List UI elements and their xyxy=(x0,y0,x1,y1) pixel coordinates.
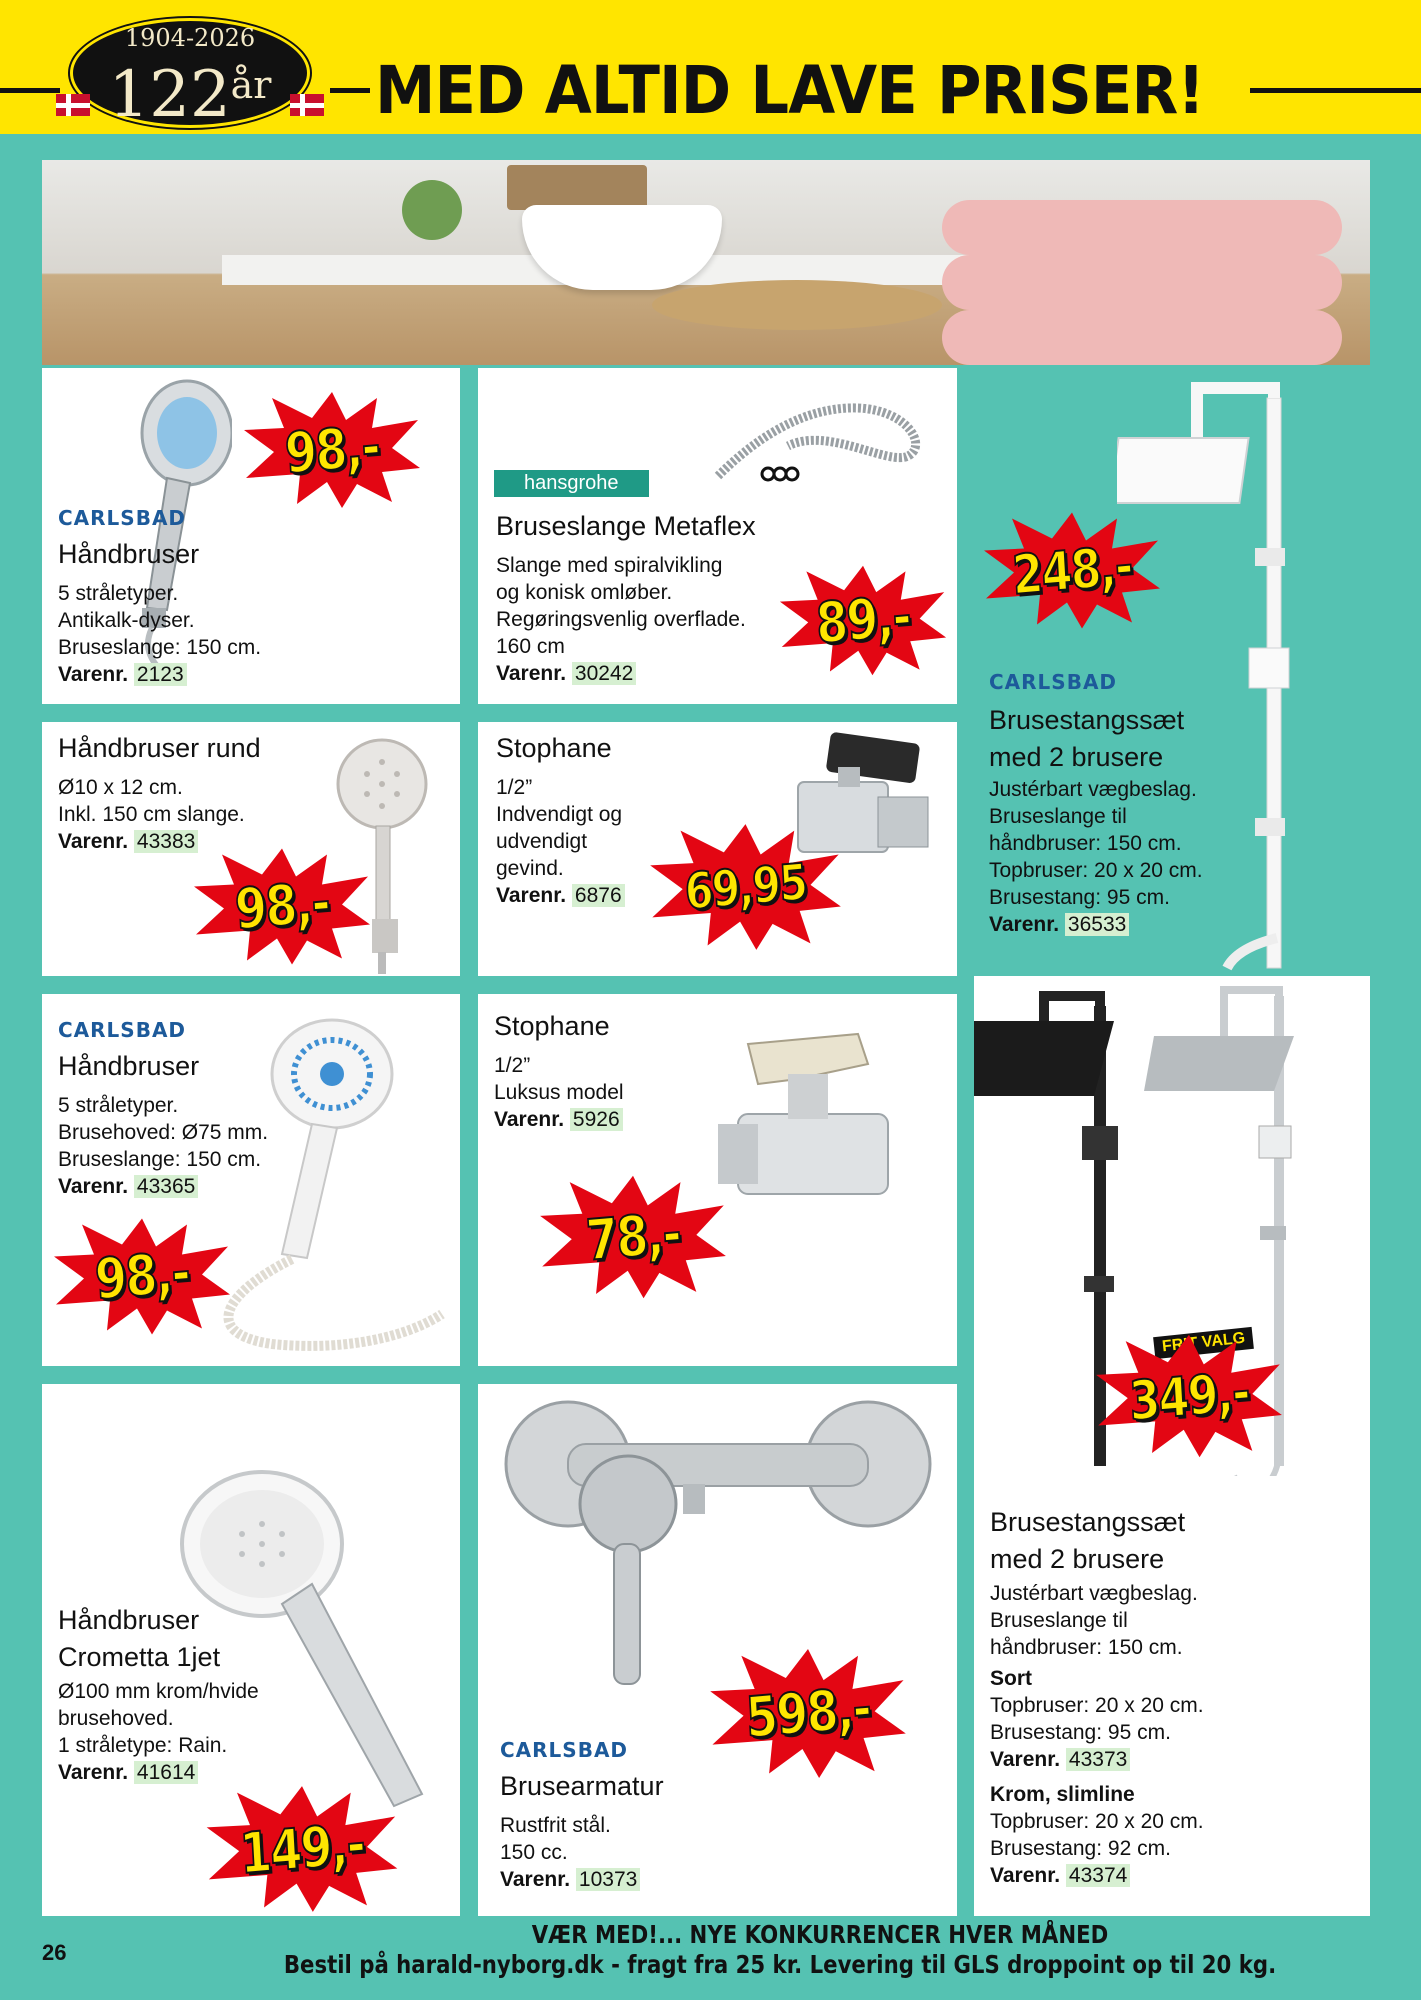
product-description xyxy=(990,1580,1204,1889)
price-burst xyxy=(538,1172,728,1302)
title-line: Håndbruser xyxy=(58,1605,200,1635)
desc-line: Brusestang: 95 cm. xyxy=(990,1721,1171,1744)
product-card-handbruser-43365[interactable] xyxy=(42,994,460,1366)
price-text: 98,- xyxy=(283,413,381,487)
price-burst xyxy=(648,822,843,952)
footer-competition-text: VÆR MED!... NYE KONKURRENCER HVER MÅNED xyxy=(531,1920,1109,1949)
product-card-handbruser-2123[interactable] xyxy=(42,368,460,704)
badge-number xyxy=(50,50,330,130)
varenr-number: 2123 xyxy=(134,663,187,686)
varenr-line xyxy=(58,1173,268,1200)
headline: MED ALTID LAVE PRISER! xyxy=(375,52,1205,129)
varenr-line xyxy=(990,1862,1204,1889)
desc-line: 5 stråletyper. xyxy=(58,1094,179,1117)
hero-towel-3 xyxy=(942,310,1342,365)
price-text: 78,- xyxy=(584,1200,682,1274)
price-burst xyxy=(192,844,372,969)
desc-line: 150 cc. xyxy=(500,1841,568,1864)
badge-years: 1904-2026 xyxy=(124,24,256,52)
hero-plant xyxy=(402,180,462,240)
product-description xyxy=(58,774,245,855)
desc-line: Antikalk-dyser. xyxy=(58,609,195,632)
hero-bathroom-image xyxy=(42,160,1370,365)
product-title xyxy=(58,1602,220,1676)
product-description xyxy=(58,1678,259,1786)
price-text: 98,- xyxy=(93,1240,191,1313)
title-line: med 2 brusere xyxy=(989,742,1164,772)
varenr-label: Varenr. xyxy=(58,830,129,853)
desc-line: gevind. xyxy=(496,857,564,880)
badge-number-value: 122 xyxy=(108,58,231,132)
desc-line: Ø100 mm krom/hvide xyxy=(58,1680,259,1703)
desc-line: Justérbart vægbeslag. xyxy=(989,778,1197,801)
varenr-line xyxy=(500,1866,640,1893)
product-title: Håndbruser xyxy=(58,1051,200,1081)
title-line: Crometta 1jet xyxy=(58,1642,221,1672)
title-line: Brusestangssæt xyxy=(989,705,1185,735)
desc-line: håndbruser: 150 cm. xyxy=(990,1636,1183,1659)
price-burst xyxy=(242,390,422,510)
varenr-number: 5926 xyxy=(570,1108,623,1131)
varenr-number: 6876 xyxy=(572,884,625,907)
product-card-crometta-41614[interactable] xyxy=(42,1384,460,1916)
desc-line: brusehoved. xyxy=(58,1707,174,1730)
desc-line: Bruseslange til xyxy=(990,1609,1128,1632)
varenr-label: Varenr. xyxy=(58,1175,129,1198)
varenr-line xyxy=(990,1746,1204,1773)
price-text: 248,- xyxy=(1010,533,1134,608)
brand-logo: CARLSBAD xyxy=(500,1738,629,1762)
desc-line: Regøringsvenlig overflade. xyxy=(496,608,746,631)
brand-logo: CARLSBAD xyxy=(58,1018,187,1042)
brand-logo: CARLSBAD xyxy=(58,506,187,530)
variant-name: Sort xyxy=(990,1667,1032,1690)
price-text: 149,- xyxy=(238,1811,366,1887)
desc-line: Rustfrit stål. xyxy=(500,1814,611,1837)
desc-line: Indvendigt og xyxy=(496,803,623,826)
varenr-label: Varenr. xyxy=(58,1761,129,1784)
price-burst xyxy=(202,1784,402,1914)
desc-line: Slange med spiralvikling xyxy=(496,554,723,577)
price-text: 89,- xyxy=(814,584,912,657)
badge-number-suffix: år xyxy=(230,63,272,107)
varenr-label: Varenr. xyxy=(496,662,567,685)
desc-line: og konisk omløber. xyxy=(496,581,673,604)
hansgrohe-logo: hansgrohe xyxy=(494,470,649,497)
luxury-stop-valve-image xyxy=(718,1024,928,1214)
hero-towel-1 xyxy=(942,200,1342,255)
footer-order-info[interactable]: Bestil på harald-nyborg.dk - fragt fra 25 kr. Levering til GLS droppoint op til 20 kg. xyxy=(283,1950,1277,1979)
desc-line: Justérbart vægbeslag. xyxy=(990,1582,1198,1605)
desc-line: Brusestang: 92 cm. xyxy=(990,1837,1171,1860)
desc-line: 1/2” xyxy=(494,1054,531,1077)
product-card-brusestangssaet-43373-43374[interactable] xyxy=(974,976,1370,1916)
desc-line: Brusestang: 95 cm. xyxy=(989,886,1170,909)
hero-towel-2 xyxy=(942,255,1342,310)
varenr-label: Varenr. xyxy=(989,913,1060,936)
varenr-label: Varenr. xyxy=(500,1868,571,1891)
product-description xyxy=(58,1092,268,1200)
desc-line: udvendigt xyxy=(496,830,588,853)
product-card-brusestangssaet-36533[interactable] xyxy=(957,368,1370,976)
product-title: Brusearmatur xyxy=(500,1771,664,1801)
desc-line: 5 stråletyper. xyxy=(58,582,179,605)
varenr-label: Varenr. xyxy=(990,1864,1061,1887)
varenr-line xyxy=(58,661,261,688)
shower-hose-image xyxy=(708,386,938,496)
product-card-stophane-5926[interactable] xyxy=(478,994,957,1366)
hero-basket xyxy=(507,165,647,210)
varenr-number: 43373 xyxy=(1066,1748,1130,1771)
desc-line: 160 cm xyxy=(496,635,565,658)
desc-line: Topbruser: 20 x 20 cm. xyxy=(990,1694,1204,1717)
price-text: 69,95 xyxy=(683,852,808,922)
varenr-line xyxy=(58,1759,259,1786)
product-title: Håndbruser rund xyxy=(58,733,261,763)
danish-flag-right-icon xyxy=(290,94,324,116)
variant-name: Krom, slimline xyxy=(990,1783,1135,1806)
danish-flag-left-icon xyxy=(56,94,90,116)
varenr-number: 41614 xyxy=(134,1761,198,1784)
product-card-handbruser-rund-43383[interactable] xyxy=(42,722,460,976)
desc-line: Topbruser: 20 x 20 cm. xyxy=(989,859,1203,882)
desc-line: Luksus model xyxy=(494,1081,624,1104)
desc-line: håndbruser: 150 cm. xyxy=(989,832,1182,855)
varenr-number: 43374 xyxy=(1066,1864,1130,1887)
desc-line: Bruseslange: 150 cm. xyxy=(58,636,262,659)
varenr-line xyxy=(496,660,746,687)
varenr-label: Varenr. xyxy=(990,1748,1061,1771)
varenr-number: 36533 xyxy=(1065,913,1129,936)
desc-line: Ø10 x 12 cm. xyxy=(58,776,183,799)
header-rule-right xyxy=(1250,88,1421,93)
page-number: 26 xyxy=(42,1940,67,1965)
price-text: 349,- xyxy=(1127,1359,1251,1433)
desc-line: Bruseslange til xyxy=(989,805,1127,828)
varenr-label: Varenr. xyxy=(496,884,567,907)
price-text: 598,- xyxy=(744,1675,872,1752)
product-title: Stophane xyxy=(496,733,612,763)
varenr-number: 10373 xyxy=(576,1868,640,1891)
product-title xyxy=(990,1504,1185,1578)
price-burst xyxy=(1094,1331,1284,1461)
product-description xyxy=(500,1812,640,1893)
desc-line: Brusehoved: Ø75 mm. xyxy=(58,1121,269,1144)
hero-mat xyxy=(652,280,942,330)
product-description xyxy=(494,1052,624,1133)
product-title: Bruseslange Metaflex xyxy=(496,511,756,541)
varenr-line xyxy=(496,882,625,909)
varenr-number: 43383 xyxy=(134,830,198,853)
varenr-number: 43365 xyxy=(134,1175,198,1198)
product-title xyxy=(989,702,1184,776)
product-description xyxy=(496,774,625,909)
varenr-number: 30242 xyxy=(572,662,636,685)
desc-line: Bruseslange: 150 cm. xyxy=(58,1148,262,1171)
product-card-stophane-6876[interactable] xyxy=(478,722,957,976)
product-title: Håndbruser xyxy=(58,539,200,569)
price-burst xyxy=(52,1214,232,1339)
price-burst xyxy=(982,508,1162,633)
desc-line: 1/2” xyxy=(496,776,533,799)
anniversary-badge xyxy=(50,10,330,130)
frit-valg-tag: FRIT VALG xyxy=(1153,1327,1254,1359)
product-title: Stophane xyxy=(494,1011,610,1041)
price-burst xyxy=(708,1646,908,1781)
varenr-label: Varenr. xyxy=(58,663,129,686)
product-description xyxy=(496,552,746,687)
product-description xyxy=(58,580,261,688)
header-rule-mid xyxy=(330,88,370,93)
product-description xyxy=(989,776,1203,938)
varenr-label: Varenr. xyxy=(494,1108,565,1131)
price-burst xyxy=(778,558,948,683)
desc-line: Topbruser: 20 x 20 cm. xyxy=(990,1810,1204,1833)
desc-line: Inkl. 150 cm slange. xyxy=(58,803,245,826)
title-line: med 2 brusere xyxy=(990,1544,1165,1574)
desc-line: 1 stråletype: Rain. xyxy=(58,1734,228,1757)
varenr-line xyxy=(989,911,1203,938)
brand-logo: CARLSBAD xyxy=(989,670,1118,694)
varenr-line xyxy=(494,1106,624,1133)
product-card-bruseslange-30242[interactable] xyxy=(478,368,957,704)
price-text: 98,- xyxy=(233,870,331,943)
title-line: Brusestangssæt xyxy=(990,1507,1186,1537)
product-card-brusearmatur-10373[interactable] xyxy=(478,1384,957,1916)
